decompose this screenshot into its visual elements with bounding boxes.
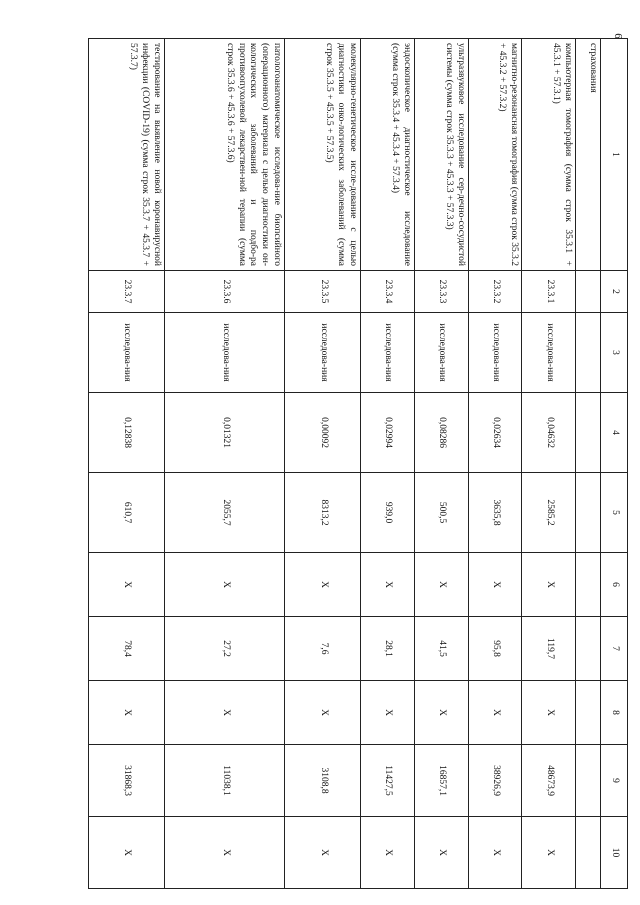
header-row <box>601 39 628 889</box>
row-cell-col-10: X <box>361 817 415 889</box>
row-cell-col-9: 11038,1 <box>164 745 284 817</box>
row-cell-col-5: 939,0 <box>361 473 415 553</box>
row-cell-col-2: 23.3.4 <box>361 271 415 313</box>
row-cell-col-10: X <box>468 817 522 889</box>
rotated-table-container <box>88 38 628 888</box>
row-cell-col-3: исследова-ния <box>468 313 522 393</box>
row-cell-col-4: 0,01321 <box>164 393 284 473</box>
row-cell-col-3: исследова-ния <box>89 313 165 393</box>
row-cell-col-5: 610,7 <box>89 473 165 553</box>
row-cell-col-3: исследова-ния <box>522 313 576 393</box>
row-cell-col-4: 0,02634 <box>468 393 522 473</box>
row-cell-col-9: 11427,5 <box>361 745 415 817</box>
table-row <box>468 39 522 889</box>
table-row <box>89 39 165 889</box>
header-col-6: 6 <box>601 553 628 617</box>
row-cell-col-10: X <box>164 817 284 889</box>
row-cell-col-5: 8313,2 <box>285 473 361 553</box>
row-cell-col-7: 27,2 <box>164 617 284 681</box>
row-cell-col-8: X <box>89 681 165 745</box>
header-col-2: 2 <box>601 271 628 313</box>
row-cell-col-10: X <box>285 817 361 889</box>
table-row <box>414 39 468 889</box>
row-cell-col-7: 41,5 <box>414 617 468 681</box>
row-cell-col-9: 3108,8 <box>285 745 361 817</box>
row-cell-col-2: 23.3.2 <box>468 271 522 313</box>
row-cell-col-10: X <box>89 817 165 889</box>
table-row <box>164 39 284 889</box>
row-cell-col-8: X <box>361 681 415 745</box>
row-cell-col-2: 23.3.1 <box>522 271 576 313</box>
row-description: тестирование на выявление новой коронавирусной инфекции (COVID-19) (сумма строк 35.3.7 + 45.3.7 + 57.3.7) <box>89 39 165 271</box>
header-col-5: 5 <box>601 473 628 553</box>
row-cell-col-8: X <box>468 681 522 745</box>
header-col-8: 8 <box>601 681 628 745</box>
row-cell-col-4: 0,04632 <box>522 393 576 473</box>
row-cell-col-5: 2055,7 <box>164 473 284 553</box>
row-cell-col-9: 48673,9 <box>522 745 576 817</box>
row-cell-col-9: 38926,9 <box>468 745 522 817</box>
row-cell-col-10: X <box>522 817 576 889</box>
row-description: молекулярно-генетическое иссле-дование с целью диагностики онко-логических заболеваний (сумма строк 35.3.5 + 45.3.5 + 57.3.5) <box>285 39 361 271</box>
row-cell-col-7: 78,4 <box>89 617 165 681</box>
table-row <box>285 39 361 889</box>
section-label: страхования <box>576 39 601 271</box>
row-cell-col-4: 0,12838 <box>89 393 165 473</box>
row-cell-col-2: 23.3.3 <box>414 271 468 313</box>
row-cell-col-4: 0,08286 <box>414 393 468 473</box>
row-cell-col-7: 119,7 <box>522 617 576 681</box>
row-cell-col-5: 500,5 <box>414 473 468 553</box>
row-cell-col-3: исследова-ния <box>164 313 284 393</box>
data-table <box>88 38 628 889</box>
section-row <box>576 39 601 889</box>
row-cell-col-2: 23.3.6 <box>164 271 284 313</box>
row-description: компьютерная томография (сумма строк 35.3.1 + 45.3.1 + 57.3.1) <box>522 39 576 271</box>
row-description: магнитно-резонансная томография (сумма строк 35.3.2 + 45.3.2 + 57.3.2) <box>468 39 522 271</box>
row-cell-col-6: X <box>285 553 361 617</box>
table-row <box>522 39 576 889</box>
row-description: патологоанатомическое исследова-ние биопсийного (операционного) материала с целью диагностики он-кологических заболеваний и подбо-ра противоопухолевой лекарствен-ной терапии (сумма строк 35.3.6 + 45.3.6 + 57.3.6) <box>164 39 284 271</box>
header-col-7: 7 <box>601 617 628 681</box>
row-cell-col-8: X <box>164 681 284 745</box>
row-cell-col-8: X <box>285 681 361 745</box>
header-col-3: 3 <box>601 313 628 393</box>
row-cell-col-8: X <box>414 681 468 745</box>
header-col-4: 4 <box>601 393 628 473</box>
row-cell-col-6: X <box>361 553 415 617</box>
row-cell-col-3: исследова-ния <box>361 313 415 393</box>
row-cell-col-7: 28,1 <box>361 617 415 681</box>
row-cell-col-2: 23.3.5 <box>285 271 361 313</box>
row-cell-col-9: 16857,1 <box>414 745 468 817</box>
row-description: ультразвуковое исследование сер-дечно-сосудистой системы (сумма строк 35.3.3 + 45.3.3 + 57.3.3) <box>414 39 468 271</box>
row-cell-col-5: 3635,8 <box>468 473 522 553</box>
row-cell-col-7: 7,6 <box>285 617 361 681</box>
row-cell-col-4: 0,00092 <box>285 393 361 473</box>
table-row <box>361 39 415 889</box>
page-number: 6 <box>611 33 624 39</box>
row-description: эндоскопическое диагностическое исследование (сумма строк 35.3.4 + 45.3.4 + 57.3.4) <box>361 39 415 271</box>
row-cell-col-6: X <box>468 553 522 617</box>
row-cell-col-3: исследова-ния <box>285 313 361 393</box>
row-cell-col-7: 95,8 <box>468 617 522 681</box>
header-col-1: 1 <box>601 39 628 271</box>
row-cell-col-4: 0,02994 <box>361 393 415 473</box>
row-cell-col-3: исследова-ния <box>414 313 468 393</box>
row-cell-col-6: X <box>414 553 468 617</box>
row-cell-col-6: X <box>522 553 576 617</box>
row-cell-col-5: 2585,2 <box>522 473 576 553</box>
header-col-10: 10 <box>601 817 628 889</box>
row-cell-col-2: 23.3.7 <box>89 271 165 313</box>
row-cell-col-6: X <box>89 553 165 617</box>
header-col-9: 9 <box>601 745 628 817</box>
row-cell-col-9: 31868,3 <box>89 745 165 817</box>
row-cell-col-8: X <box>522 681 576 745</box>
row-cell-col-6: X <box>164 553 284 617</box>
row-cell-col-10: X <box>414 817 468 889</box>
